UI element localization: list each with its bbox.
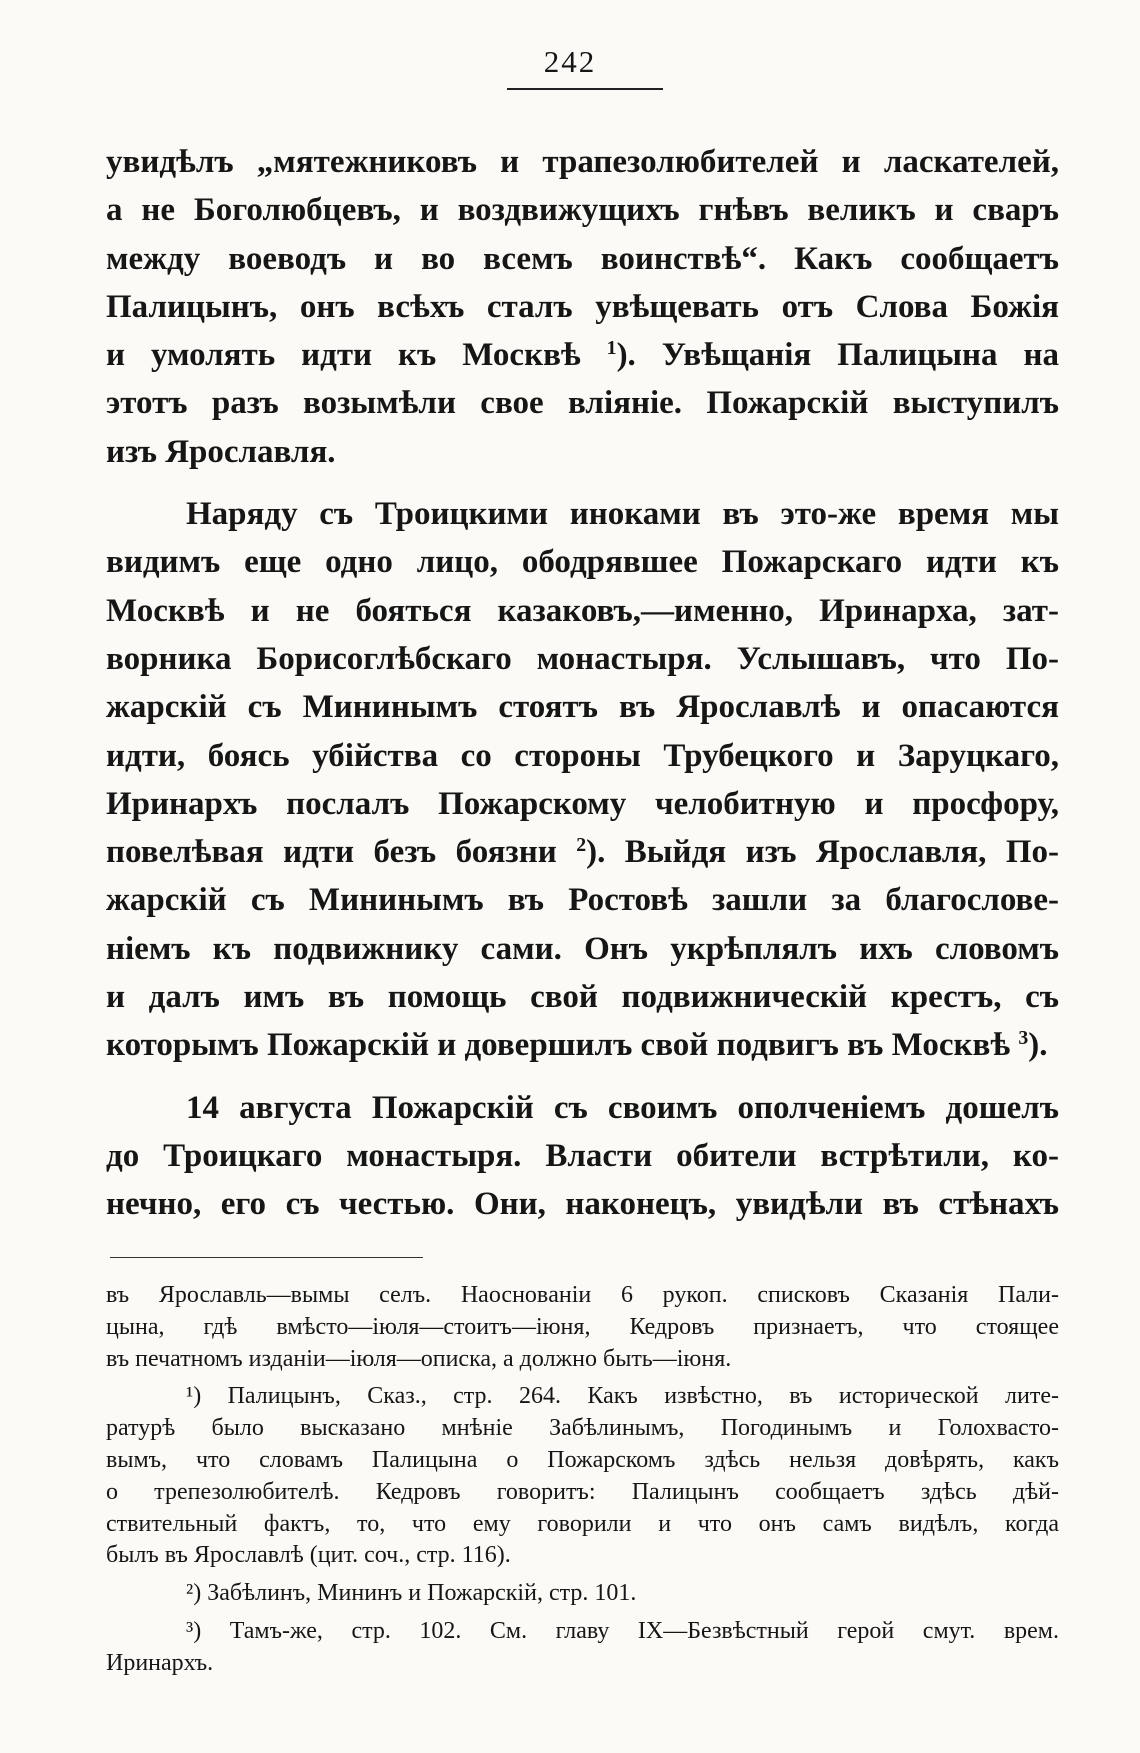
text-line: видимъ еще одно лицо, ободрявшее Пожарскаго идти къ bbox=[106, 544, 1059, 581]
paragraph-2 bbox=[106, 490, 1059, 1070]
text-line: которымъ Пожарскій и довершилъ свой подвигъ въ Москвѣ $^3$). bbox=[106, 1027, 1048, 1064]
header-rule bbox=[507, 88, 663, 90]
footnote-marker: 1 bbox=[606, 337, 617, 360]
footnote-line: ²) Забѣлинъ, Мининъ и Пожарскій, стр. 101. bbox=[186, 1580, 637, 1607]
footnote-continuation bbox=[106, 1280, 1059, 1375]
text-line: Палицынъ, онъ всѣхъ сталъ увѣщевать отъ Слова Божія bbox=[106, 288, 1059, 325]
footnote-marker: 3 bbox=[1018, 1027, 1029, 1050]
text-line: изъ Ярославля. bbox=[106, 433, 336, 470]
footnote-2 bbox=[106, 1578, 1059, 1610]
footnote-line: въ печатномъ изданіи—іюля—описка, а должно быть—іюня. bbox=[106, 1345, 732, 1372]
text-line: ніемъ къ подвижнику сами. Онъ укрѣплялъ ихъ словомъ bbox=[106, 930, 1059, 967]
text-line: до Троицкаго монастыря. Власти обители встрѣтили, ко- bbox=[106, 1137, 1059, 1174]
paragraph-1 bbox=[106, 138, 1059, 476]
footnote-line: ¹) Палицынъ, Сказ., стр. 264. Какъ извѣстно, въ исторической лите- bbox=[186, 1383, 1059, 1410]
text-line: ворника Борисоглѣбскаго монастыря. Услышавъ, что По- bbox=[106, 640, 1059, 677]
footnote-line: былъ въ Ярославлѣ (цит. соч., стр. 116). bbox=[106, 1542, 511, 1569]
footnote-line: ратурѣ было высказано мнѣніе Забѣлинымъ, Погодинымъ и Голохвасто- bbox=[106, 1415, 1059, 1442]
footnote-line: ствительный фактъ, то, что ему говорили и что онъ самъ видѣлъ, когда bbox=[106, 1510, 1059, 1537]
text-line: увидѣлъ „мятежниковъ и трапезолюбителей и ласкателей, bbox=[106, 144, 1059, 180]
paragraph-3 bbox=[106, 1084, 1059, 1229]
text-line: и далъ имъ въ помощь свой подвижническій крестъ, съ bbox=[106, 979, 1059, 1016]
footnote-line: вымъ, что словамъ Палицына о Пожарскомъ здѣсь нельзя довѣрять, какъ bbox=[106, 1446, 1059, 1473]
footnote-rule bbox=[110, 1257, 423, 1258]
footnote-line: о трепезолюбителѣ. Кедровъ говоритъ: Палицынъ сообщаетъ здѣсь дѣй- bbox=[106, 1478, 1059, 1505]
text-line: жарскій съ Мининымъ въ Ростовѣ зашли за благослове- bbox=[106, 882, 1059, 919]
footnotes bbox=[106, 1280, 1059, 1680]
text-line: Москвѣ и не бояться казаковъ,—именно, Иринарха, зат- bbox=[106, 592, 1059, 629]
footnote-line: ³) Тамъ-же, стр. 102. См. главу IX—Безвѣстный герой смут. врем. bbox=[186, 1617, 1059, 1644]
text-line: и умолять идти къ Москвѣ $^1$). Увѣщанія Палицына на bbox=[106, 337, 1059, 374]
text-line: повелѣвая идти безъ боязни $^2$). Выйдя изъ Ярославля, По- bbox=[106, 834, 1059, 871]
main-text bbox=[106, 138, 1059, 1229]
footnote-line: цына, гдѣ вмѣсто—іюля—стоитъ—іюня, Кедровъ признаетъ, что стоящее bbox=[106, 1313, 1059, 1340]
text-line: Иринархъ послалъ Пожарскому челобитную и просфору, bbox=[106, 785, 1059, 822]
text-line: а не Боголюбцевъ, и воздвижущихъ гнѣвъ великъ и сваръ bbox=[106, 192, 1059, 229]
text-line: Наряду съ Троицкими иноками въ это-же время мы bbox=[186, 496, 1059, 533]
text-line: идти, боясь убійства со стороны Трубецкого и Заруцкаго, bbox=[106, 737, 1059, 774]
footnote-marker: 2 bbox=[576, 834, 587, 857]
text-line: жарскій съ Мининымъ стоятъ въ Ярославлѣ и опасаются bbox=[106, 689, 1059, 726]
text-line: 14 августа Пожарскій съ своимъ ополченіемъ дошелъ bbox=[186, 1089, 1059, 1126]
text-line: между воеводъ и во всемъ воинствѣ“. Какъ сообщаетъ bbox=[106, 240, 1059, 277]
footnote-line: Иринархъ. bbox=[106, 1649, 214, 1676]
page-number: 242 bbox=[543, 44, 597, 79]
footnote-line: въ Ярославль—вымы селъ. Наосновaніи 6 рукоп. списковъ Сказанія Пали- bbox=[106, 1282, 1059, 1308]
footnote-3 bbox=[106, 1616, 1059, 1680]
text-line: нечно, его съ честью. Они, наконецъ, увидѣли въ стѣнахъ bbox=[106, 1186, 1059, 1223]
footnote-1 bbox=[106, 1381, 1059, 1572]
text-line: этотъ разъ возымѣли свое вліяніе. Пожарскій выступилъ bbox=[106, 385, 1059, 422]
